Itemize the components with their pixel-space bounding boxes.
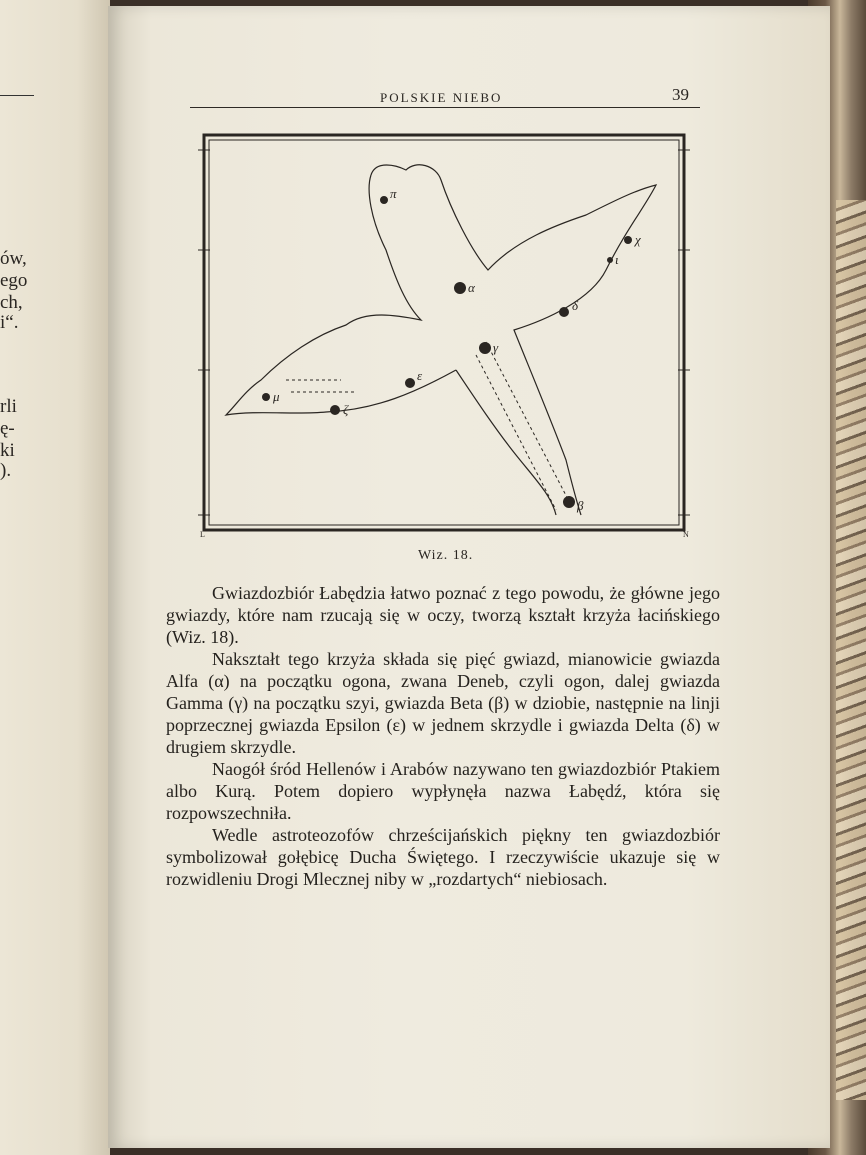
star-iota — [607, 257, 613, 263]
label-mu: μ — [273, 389, 280, 404]
label-iota: ι — [615, 252, 619, 267]
cygnus-star-map — [196, 130, 691, 538]
running-title: POLSKIE NIEBO — [380, 90, 503, 105]
marbled-page-edge — [836, 200, 866, 1100]
star-beta — [563, 496, 575, 508]
left-fragment: ). — [0, 460, 12, 481]
map-frame — [204, 135, 684, 530]
left-fragment: i“. — [0, 312, 19, 333]
label-epsilon: ε — [417, 368, 423, 383]
label-beta: β — [577, 498, 584, 513]
milky-way-dashes — [286, 342, 571, 510]
left-fragment: rli — [0, 396, 17, 417]
frame-ticks — [198, 150, 690, 515]
left-fragment: ów, — [0, 248, 27, 269]
corner-label-left: L — [200, 530, 205, 538]
body-text — [166, 582, 720, 890]
paragraph: Gwiazdozbiór Łabędzia łatwo poznać z tego powodu, że główne jego gwiazdy, które nam rzucają się w oczy, tworzą kształt krzyża łacińskiego (Wiz. 18). — [166, 583, 720, 647]
stars — [262, 196, 632, 508]
star-map-svg — [196, 130, 691, 538]
map-frame-inner — [209, 140, 679, 525]
star-epsilon — [405, 378, 415, 388]
left-page-rule — [0, 95, 34, 96]
left-fragment: ę- — [0, 418, 15, 439]
left-fragment: ki — [0, 440, 15, 461]
label-delta: δ — [572, 298, 579, 313]
paragraph: Naogół śród Hellenów i Arabów nazywano ten gwiazdozbiór Ptakiem albo Kurą. Potem dopiero wypłynęła nazwa Łabędź, która się rozpowszechniła. — [166, 759, 720, 823]
star-alpha — [454, 282, 466, 294]
label-kappa: χ — [635, 232, 641, 247]
star-zeta — [330, 405, 340, 415]
left-fragment: ch, — [0, 292, 23, 313]
left-fragment: ego — [0, 270, 28, 291]
star-gamma — [479, 342, 491, 354]
page-number: 39 — [672, 85, 689, 104]
star-pi — [380, 196, 388, 204]
left-page — [0, 0, 110, 1155]
label-pi: π — [390, 186, 397, 201]
label-gamma: γ — [493, 340, 499, 355]
star-delta — [559, 307, 569, 317]
label-zeta: ζ — [343, 402, 349, 417]
paragraph: Nakształt tego krzyża składa się pięć gwiazd, mianowicie gwiazda Alfa (α) na początku ogona, zwana Deneb, czyli ogon, dalej gwiazda Gamma (γ) na początku szyi, gwiazda Beta (β) w dziobie, następnie na linji poprzecznej gwiazda Epsilon (ε) w jednem skrzydle i gwiazda Delta (δ) w drugiem skrzydle. — [166, 649, 720, 757]
star-kappa — [624, 236, 632, 244]
figure-caption: Wiz. 18. — [418, 548, 474, 563]
corner-label-right: N — [683, 530, 689, 538]
paragraph: Wedle astroteozofów chrześcijańskich piękny ten gwiazdozbiór symbolizował gołębicę Ducha Świętego. I rzeczywiście ukazuje się w rozwidleniu Drogi Mlecznej niby w „rozdartych“ niebiosach. — [166, 825, 720, 889]
header-rule — [190, 107, 700, 108]
star-mu — [262, 393, 270, 401]
swan-outline-neck — [456, 370, 556, 515]
label-alpha: α — [468, 280, 475, 295]
swan-outline-upper — [371, 165, 656, 515]
